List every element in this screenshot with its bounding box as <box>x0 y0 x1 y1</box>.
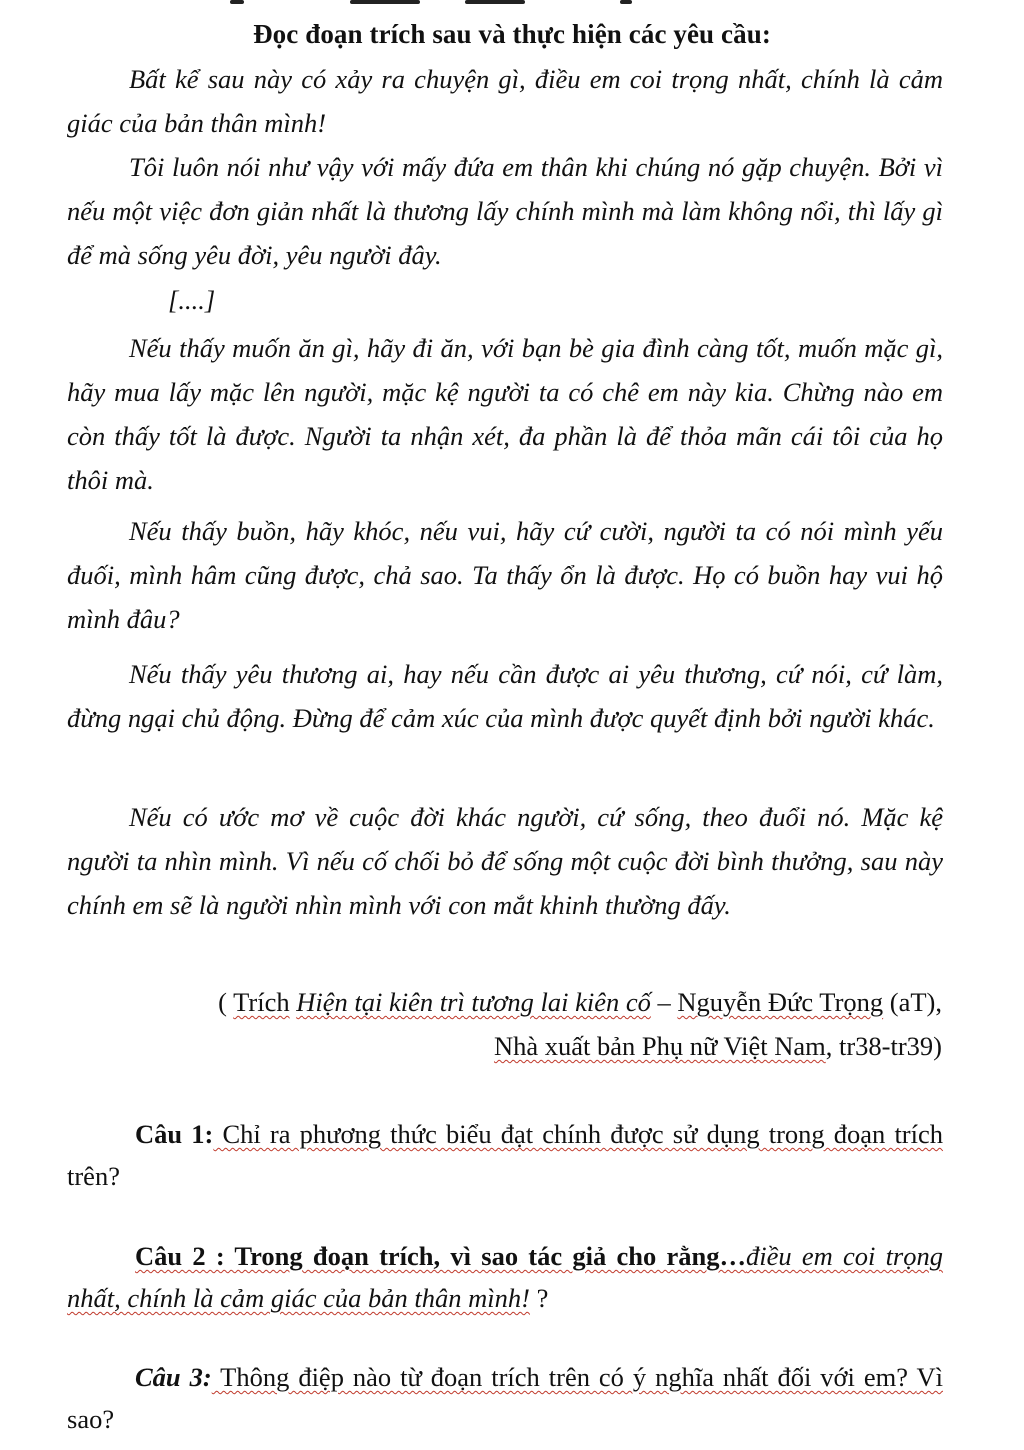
excerpt-paragraph-4: Nếu thấy buồn, hãy khóc, nếu vui, hãy cứ cười, người ta có nói mình yếu đuối, mình hâm cũng được, chả sao. Ta thấy ổn là được. Họ có buồn hay vui hộ mình đâu? <box>67 516 943 634</box>
question-1 <box>67 1113 943 1197</box>
question-3-text-vi: Vì <box>916 1362 943 1392</box>
instruction-heading: Đọc đoạn trích sau và thực hiện các yêu cầu: <box>253 19 771 49</box>
question-3-label: Câu 3: <box>135 1362 212 1392</box>
citation-line-2 <box>82 1024 942 1068</box>
question-2 <box>67 1235 943 1319</box>
question-1-text-end: trên? <box>67 1161 120 1191</box>
question-3 <box>67 1356 943 1440</box>
question-3-text-end: sao? <box>67 1404 115 1434</box>
question-1-label: Câu 1: <box>135 1119 214 1149</box>
excerpt-omission-mark: [....] <box>168 285 216 315</box>
excerpt-paragraph-2: Tôi luôn nói như vậy với mấy đứa em thân khi chúng nó gặp chuyện. Bởi vì nếu một việc đơn giản nhất là thương lấy chính mình mà làm không nổi, thì lấy gì để mà sống yêu đời, yêu người đây. <box>67 152 943 270</box>
citation-line-1 <box>82 980 942 1024</box>
question-2-label: Câu 2 : Trong đoạn trích, vì sao tác giả cho rằng… <box>135 1241 746 1271</box>
question-2-end: ? <box>529 1283 549 1313</box>
question-1-text: Chỉ ra phương thức biểu đạt chính được sử dụng trong đoạn trích <box>213 1119 944 1149</box>
citation-dash: – <box>650 987 678 1017</box>
citation-open: ( <box>218 987 234 1017</box>
excerpt-paragraph-1: Bất kể sau này có xảy ra chuyện gì, điều em coi trọng nhất, chính là cảm giác của bản thân mình! <box>67 64 943 138</box>
question-2-quote: điều em coi trọng nhất, chính là cảm giác của bản thân mình! <box>67 1241 943 1313</box>
citation-publisher: Nhà xuất bản Phụ nữ Việt Nam <box>494 1031 826 1061</box>
excerpt-paragraph-3: Nếu thấy muốn ăn gì, hãy đi ăn, với bạn bè gia đình càng tốt, muốn mặc gì, hãy mua lấy mặc lên người, mặc kệ người ta có chê em này kia. Chừng nào em còn thấy tốt là được. Người ta nhận xét, đa phần là để thỏa mãn cái tôi của họ thôi mà. <box>67 333 943 495</box>
citation-author-suffix: (aT), <box>883 987 942 1017</box>
citation-pages: , tr38-tr39) <box>825 1031 942 1061</box>
citation-trich: Trích <box>233 987 290 1017</box>
excerpt-paragraph-5: Nếu thấy yêu thương ai, hay nếu cần được ai yêu thương, cứ nói, cứ làm, đừng ngại chủ động. Đừng để cảm xúc của mình được quyết định bởi người khác. <box>67 659 943 733</box>
question-3-text: Thông điệp nào từ đoạn trích trên có ý nghĩa nhất đối với em? <box>211 1362 917 1392</box>
citation-title: Hiện tại kiên trì tương lai kiên cố <box>296 987 651 1017</box>
excerpt-paragraph-6: Nếu có ước mơ về cuộc đời khác người, cứ sống, theo đuổi nó. Mặc kệ người ta nhìn mình. Vì nếu cố chối bỏ để sống một cuộc đời bình thưởng, sau này chính em sẽ là người nhìn mình với con mắt khinh thường đấy. <box>67 802 943 920</box>
citation-author: Nguyễn Đức Trọng <box>677 987 884 1017</box>
top-cropped-text-artifact <box>230 0 650 6</box>
